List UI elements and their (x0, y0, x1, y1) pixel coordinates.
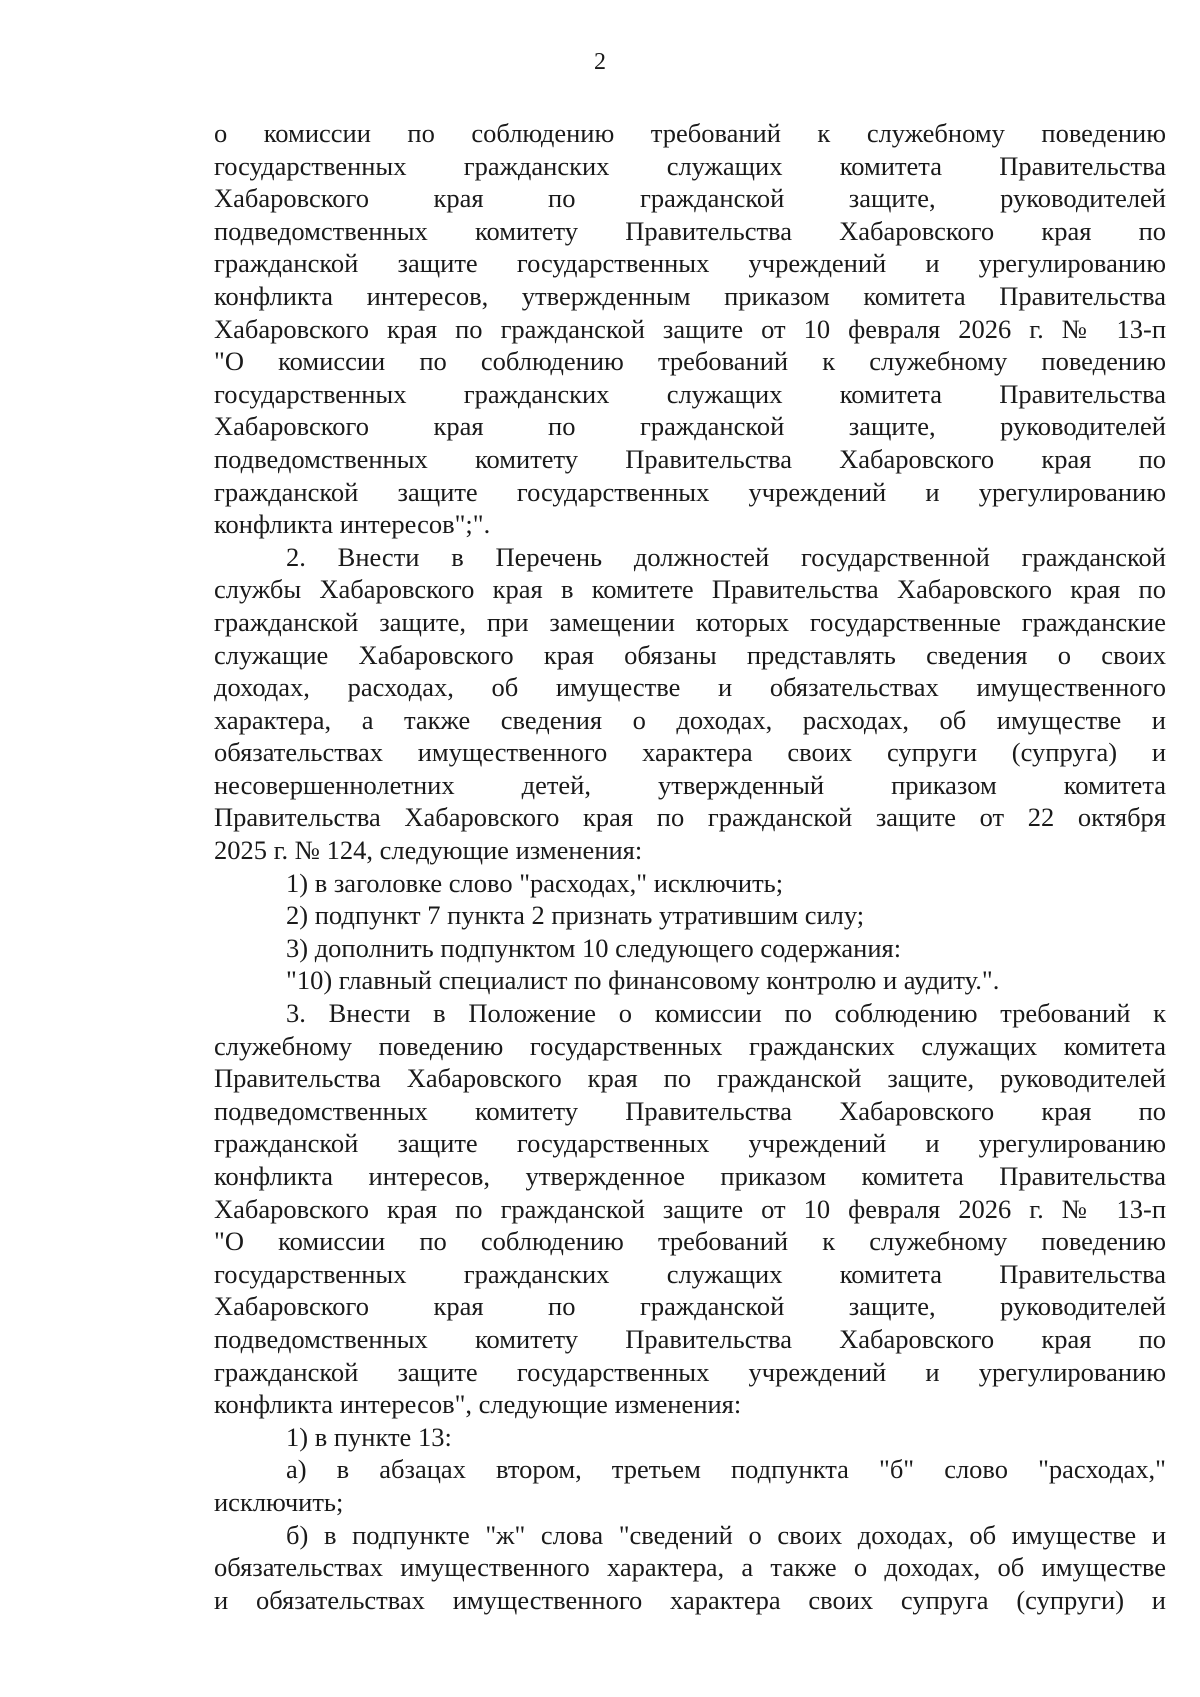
text-line: 3) дополнить подпунктом 10 следующего содержания: (286, 932, 902, 963)
text-line: Хабаровского края по гражданской защите от 10 февраля 2026 г. № 13-п (214, 313, 1166, 344)
text-line: Правительства Хабаровского края по гражданской защите, руководителей (214, 1063, 1166, 1094)
text-line: "10) главный специалист по финансовому контролю и аудиту.". (286, 965, 1000, 996)
text-line: конфликта интересов, утвержденным приказом комитета Правительства (214, 280, 1166, 311)
text-line: Хабаровского края по гражданской защите от 10 февраля 2026 г. № 13-п (214, 1193, 1166, 1224)
text-line: 2025 г. № 124, следующие изменения: (214, 835, 643, 866)
text-line: обязательствах имущественного характера, а также о доходах, об имуществе (214, 1552, 1166, 1583)
text-line: государственных гражданских служащих комитета Правительства (214, 150, 1166, 181)
text-line: гражданской защите государственных учреждений и урегулированию (214, 1128, 1166, 1159)
text-line: обязательствах имущественного характера своих супруги (супруга) и (214, 737, 1166, 768)
text-line: исключить; (214, 1486, 344, 1517)
text-line: гражданской защите государственных учреждений и урегулированию (214, 476, 1166, 507)
text-line: а) в абзацах втором, третьем подпункта "б" слово "расходах," (286, 1454, 1166, 1485)
page-number: 2 (594, 49, 606, 75)
text-line: служащие Хабаровского края обязаны представлять сведения о своих (214, 639, 1166, 670)
text-line: служебному поведению государственных гражданских служащих комитета (214, 1030, 1166, 1061)
text-line: гражданской защите государственных учреждений и урегулированию (214, 1356, 1166, 1387)
text-line: подведомственных комитету Правительства Хабаровского края по (214, 443, 1166, 474)
text-line: конфликта интересов", следующие изменения: (214, 1389, 742, 1420)
text-line: гражданской защите государственных учреждений и урегулированию (214, 248, 1166, 279)
text-line: 1) в заголовке слово "расходах," исключить; (286, 867, 784, 898)
text-line: б) в подпункте "ж" слова "сведений о своих доходах, об имуществе и (286, 1519, 1166, 1550)
text-line: гражданской защите, при замещении которых государственные гражданские (214, 606, 1166, 637)
text-line: конфликта интересов";". (214, 509, 491, 540)
text-line: 3. Внести в Положение о комиссии по соблюдению требований к (286, 998, 1166, 1029)
text-line: подведомственных комитету Правительства Хабаровского края по (214, 1323, 1166, 1354)
text-line: подведомственных комитету Правительства Хабаровского края по (214, 215, 1166, 246)
text-line: конфликта интересов, утвержденное приказом комитета Правительства (214, 1161, 1166, 1191)
text-line: Хабаровского края по гражданской защите, руководителей (214, 183, 1166, 214)
text-line: "О комиссии по соблюдению требований к служебному поведению (214, 1226, 1166, 1257)
text-line: Хабаровского края по гражданской защите, руководителей (214, 1291, 1166, 1322)
text-line: 1) в пункте 13: (286, 1421, 452, 1452)
text-line: 2. Внести в Перечень должностей государственной гражданской (286, 541, 1166, 572)
text-line: службы Хабаровского края в комитете Правительства Хабаровского края по (214, 574, 1166, 605)
text-line: 2) подпункт 7 пункта 2 признать утратившим силу; (286, 900, 865, 931)
text-line: подведомственных комитету Правительства Хабаровского края по (214, 1095, 1166, 1126)
text-line: несовершеннолетних детей, утвержденный приказом комитета (214, 769, 1166, 800)
text-line: государственных гражданских служащих комитета Правительства (214, 378, 1166, 409)
text-line: Правительства Хабаровского края по гражданской защите от 22 октября (214, 802, 1166, 833)
text-line: доходах, расходах, об имуществе и обязательствах имущественного (214, 672, 1166, 703)
text-line: государственных гражданских служащих комитета Правительства (214, 1258, 1166, 1289)
text-line: "О комиссии по соблюдению требований к служебному поведению (214, 346, 1166, 377)
document-body (214, 117, 1166, 1616)
text-line: Хабаровского края по гражданской защите, руководителей (214, 411, 1166, 442)
text-line: о комиссии по соблюдению требований к служебному поведению (214, 118, 1166, 148)
text-line: и обязательствах имущественного характера своих супруга (супруги) и (214, 1584, 1166, 1615)
text-line: характера, а также сведения о доходах, расходах, об имуществе и (214, 704, 1166, 735)
